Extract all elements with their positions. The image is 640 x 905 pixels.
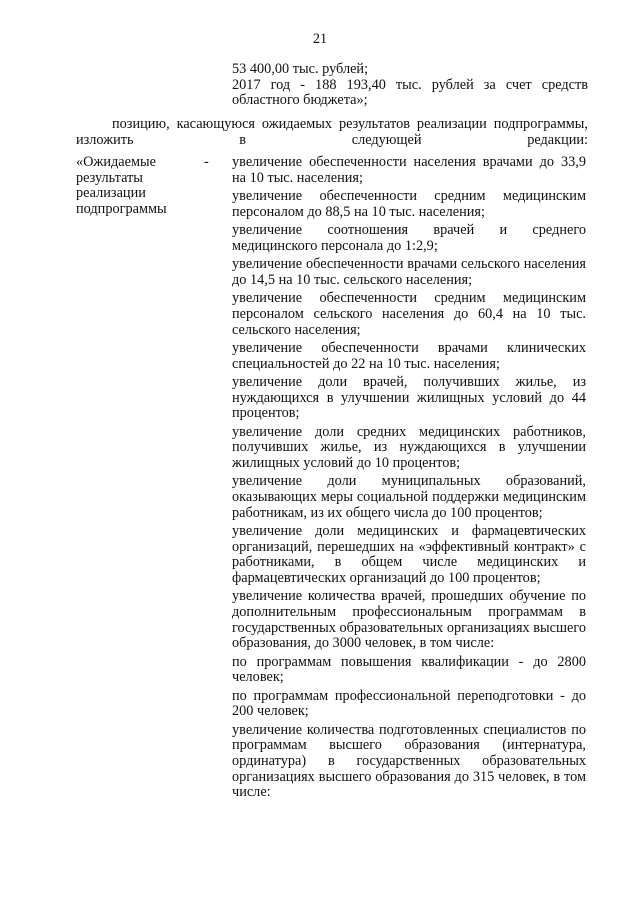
intro-paragraph: позицию, касающуюся ожидаемых результатов реализации подпрограммы, изложить в следующей редакции: [76,116,588,148]
result-item: увеличение обеспеченности средним медицинским персоналом до 88,5 на 10 тыс. населения; [232,188,586,220]
funding-line: 2017 год - 188 193,40 тыс. рублей за счет средств областного бюджета»; [232,76,588,109]
page-number: 21 [312,31,328,47]
result-item: увеличение количества подготовленных специалистов по программам высшего образования (интернатура, ординатура) в государственных образовательных организациях высшего образования до 315 человек, в том числе: [232,721,586,801]
result-item: по программам профессиональной переподготовки - до 200 человек; [232,687,586,720]
position-label [76,155,196,217]
result-item: увеличение доли средних медицинских работников, получивших жилье, из нуждающихся в улучшении жилищных условий до 10 процентов; [232,423,586,471]
amendment-intro [76,117,588,148]
result-item: по программам повышения квалификации - до 2800 человек; [232,653,586,686]
result-item: увеличение обеспеченности населения врачами до 33,9 на 10 тыс. населения; [232,154,586,186]
result-item: увеличение обеспеченности средним медицинским персоналом сельского населения до 60,4 на 10 тыс. сельского населения; [232,290,586,338]
position-label-line: подпрограммы [76,200,167,217]
expected-results-list [232,155,586,804]
position-dash: - [204,154,209,170]
result-item: увеличение обеспеченности врачами клинических специальностей до 22 на 10 тыс. населения; [232,339,586,372]
funding-line: 53 400,00 тыс. рублей; [232,61,369,77]
result-item: увеличение соотношения врачей и среднего медицинского персонала до 1:2,9; [232,222,586,254]
position-label-line: реализации [76,185,146,202]
result-item: увеличение обеспеченности врачами сельского населения до 14,5 на 10 тыс. сельского населения; [232,256,586,288]
position-label-line: «Ожидаемые [76,154,156,170]
result-item: увеличение количества врачей, прошедших обучение по дополнительным профессиональным программам в государственных образовательных организациях высшего образования, до 3000 человек, в том числе: [232,588,586,652]
result-item: увеличение доли врачей, получивших жилье, из нуждающихся в улучшении жилищных условий до 44 процентов; [232,374,586,422]
funding-continuation [232,62,588,109]
result-item: увеличение доли медицинских и фармацевтических организаций, перешедших на «эффективный контракт» с работниками, в общем числе медицинских и фармацевтических организаций до 100 процентов; [232,523,586,586]
result-item: увеличение доли муниципальных образований, оказывающих меры социальной поддержки медицинским работникам, из их общего числа до 100 процентов; [232,473,586,521]
position-label-line: результаты [76,169,143,186]
